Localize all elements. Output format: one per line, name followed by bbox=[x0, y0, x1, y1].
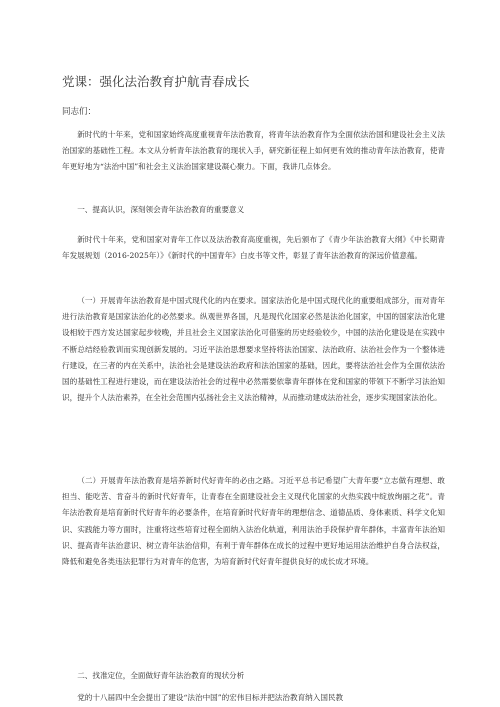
paragraph-section1-point1: （一）开展青年法治教育是中国式现代化的内在要求。国家法治化是中国式现代化的重要组成部分，而对青年进行法治教育是国家法治化的必然要求。纵观世界各国，凡是现代化国家必然是法治化国家，中国的国家法治化建设相较于西方发达国家起步较晚，并且社会主义国家法治化可借鉴的历史经验较少，中国的法治化建设是在实践中不断总结经验教训而实现创新发展的。习近平法治思想要求坚持将法治国家、法治政府、法治社会作为一个整体进行建设，在三者的内在关系中，法治社会是建设法治政府和法治国家的基础，因此，要将法治社会作为全面依法治国的基础性工程进行建设，而在建设法治社会的过程中必然需要依靠青年群体在党和国家的带领下不断学习法治知识，提升个人法治素养，在全社会范围内弘扬社会主义法治精神，从而推动建成法治社会，逐步实现国家法治化。 bbox=[62, 296, 445, 403]
paragraph-intro: 新时代的十年来，党和国家始终高度重视青年法治教育，将青年法治教育作为全面依法治国和建设社会主义法治国家的基础性工程。本文从分析青年法治教育的现状入手，研究新征程上如何更有效的推动青年法治教育，使青年更好地为“法治中国”和社会主义法治国家建设凝心聚力。下面，我讲几点体会。 bbox=[62, 130, 445, 172]
paragraph-section2-intro: 党的十八届四中全会提出了建设“法治中国”的宏伟目标并把法治教育纳入国民教 bbox=[77, 693, 344, 702]
paragraph-section1-intro: 新时代十年来，党和国家对青年工作以及法治教育高度重视，先后颁布了《青少年法治教育大纲》《中长期青年发展规划（2016-2025年）》《新时代的中国青年》白皮书等文件，彰显了青年法治教育的深远价值意蕴。 bbox=[62, 235, 445, 261]
paragraph-section1-point2: （二）开展青年法治教育是培养新时代好青年的必由之路。习近平总书记希望广大青年要“立志做有理想、敢担当、能吃苦、肯奋斗的新时代好青年，让青春在全面建设社会主义现代化国家的火热实践中绽放绚丽之花”。青年法治教育是培育新时代好青年的必要条件，在培育新时代好青年的理想信念、道德品质、身体素质、科学文化知识、实践能力等方面时，注重将这些培育过程全面纳入法治化轨道，利用法治手段保护青年群体，丰富青年法治知识、提高青年法治意识、树立青年法治信仰，有利于青年群体在成长的过程中更好地运用法治维护自身合法权益，降低和避免各类违法犯罪行为对青年的危害，为培育新时代好青年提供良好的成长成才环境。 bbox=[62, 476, 445, 567]
salutation: 同志们： bbox=[62, 107, 97, 117]
section-heading-2: 二、找准定位，全面做好青年法治教育的现状分析 bbox=[77, 671, 245, 680]
section-heading-1: 一、提高认识，深刻领会青年法治教育的重要意义 bbox=[77, 205, 245, 214]
document-title: 党课：强化法治教育护航青春成长 bbox=[62, 74, 250, 89]
